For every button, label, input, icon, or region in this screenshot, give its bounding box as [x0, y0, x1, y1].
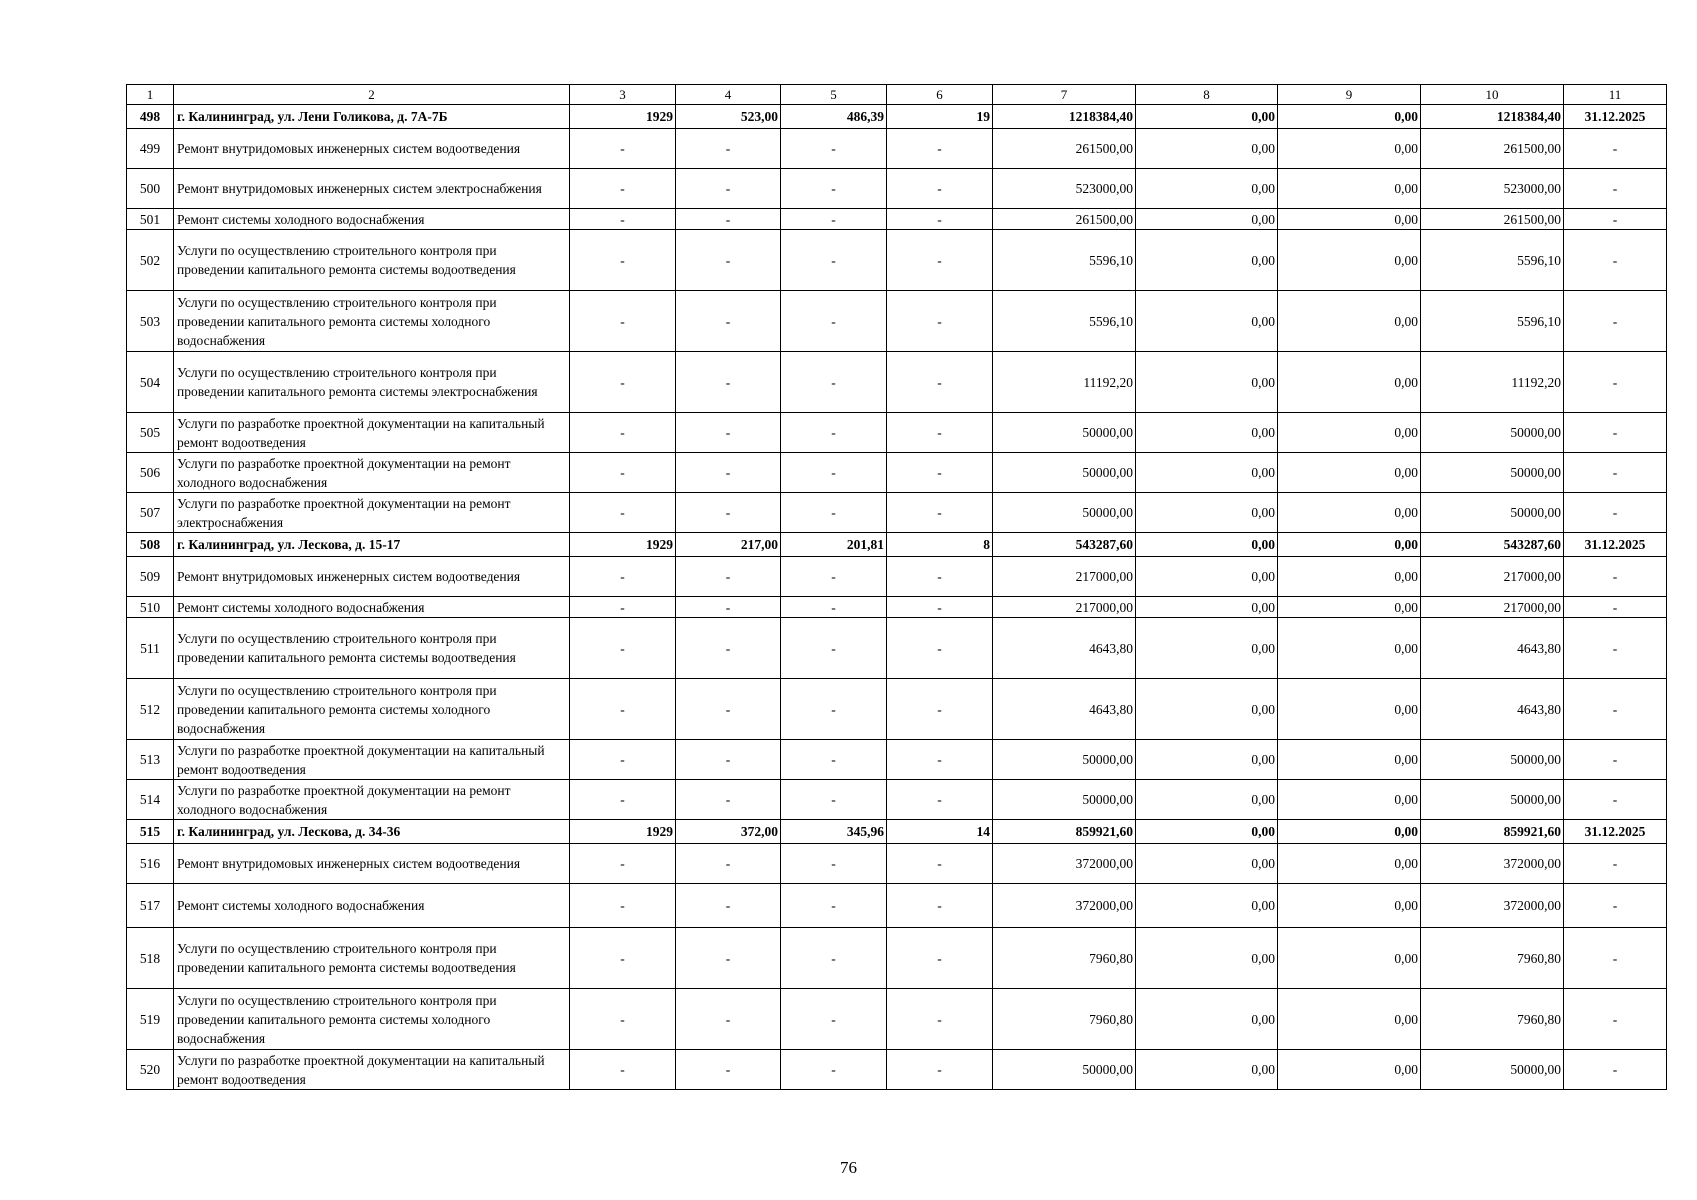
cell-owner-cost: 4643,80 — [1421, 618, 1564, 679]
cell-area-total: - — [676, 884, 781, 928]
cell-total-cost: 7960,80 — [993, 989, 1136, 1050]
cell-fund-cost: 0,00 — [1136, 413, 1278, 453]
cell-deadline: - — [1564, 780, 1667, 820]
cell-fund-cost: 0,00 — [1136, 352, 1278, 413]
cell-year: - — [570, 352, 676, 413]
cell-other-cost: 0,00 — [1278, 740, 1421, 780]
cell-area-total: - — [676, 989, 781, 1050]
cell-owner-cost: 50000,00 — [1421, 780, 1564, 820]
cell-year: - — [570, 493, 676, 533]
cell-residents: - — [887, 413, 993, 453]
cell-row-number: 498 — [127, 105, 174, 129]
cell-row-number: 503 — [127, 291, 174, 352]
cell-total-cost: 11192,20 — [993, 352, 1136, 413]
cell-area-total: - — [676, 928, 781, 989]
address-row — [127, 105, 1667, 129]
cell-total-cost: 217000,00 — [993, 597, 1136, 618]
cell-other-cost: 0,00 — [1278, 989, 1421, 1050]
cell-description: Услуги по разработке проектной документации на ремонт электроснабжения — [174, 493, 570, 533]
cell-deadline: - — [1564, 1050, 1667, 1090]
cell-fund-cost: 0,00 — [1136, 557, 1278, 597]
table-row — [127, 989, 1667, 1050]
cell-residents: - — [887, 230, 993, 291]
cell-description: Услуги по осуществлению строительного контроля при проведении капитального ремонта системы электроснабжения — [174, 352, 570, 413]
cell-owner-cost: 372000,00 — [1421, 844, 1564, 884]
cell-row-number: 520 — [127, 1050, 174, 1090]
cell-other-cost: 0,00 — [1278, 844, 1421, 884]
cell-owner-cost: 50000,00 — [1421, 493, 1564, 533]
cell-fund-cost: 0,00 — [1136, 618, 1278, 679]
table-row — [127, 884, 1667, 928]
cell-deadline: - — [1564, 209, 1667, 230]
column-number-header: 7 — [993, 85, 1136, 105]
cell-year: - — [570, 989, 676, 1050]
cell-area-living: - — [781, 453, 887, 493]
cell-year: - — [570, 291, 676, 352]
cell-other-cost: 0,00 — [1278, 533, 1421, 557]
cell-area-total: - — [676, 1050, 781, 1090]
cell-year: - — [570, 413, 676, 453]
address-row — [127, 533, 1667, 557]
cell-area-total: - — [676, 557, 781, 597]
column-number-header: 11 — [1564, 85, 1667, 105]
cell-owner-cost: 217000,00 — [1421, 597, 1564, 618]
cell-description: Услуги по разработке проектной документации на капитальный ремонт водоотведения — [174, 413, 570, 453]
cell-row-number: 509 — [127, 557, 174, 597]
address-row — [127, 820, 1667, 844]
cell-area-living: - — [781, 230, 887, 291]
cell-description: Ремонт внутридомовых инженерных систем водоотведения — [174, 844, 570, 884]
column-number-header: 4 — [676, 85, 781, 105]
cell-deadline: - — [1564, 928, 1667, 989]
cell-residents: - — [887, 884, 993, 928]
cell-row-number: 515 — [127, 820, 174, 844]
cell-other-cost: 0,00 — [1278, 780, 1421, 820]
table-row — [127, 618, 1667, 679]
cell-area-living: - — [781, 618, 887, 679]
cell-total-cost: 7960,80 — [993, 928, 1136, 989]
cell-total-cost: 4643,80 — [993, 679, 1136, 740]
cell-residents: - — [887, 493, 993, 533]
cell-area-living: - — [781, 129, 887, 169]
cell-residents: - — [887, 291, 993, 352]
cell-other-cost: 0,00 — [1278, 209, 1421, 230]
cell-fund-cost: 0,00 — [1136, 928, 1278, 989]
cell-owner-cost: 50000,00 — [1421, 413, 1564, 453]
cell-total-cost: 50000,00 — [993, 780, 1136, 820]
cell-row-number: 517 — [127, 884, 174, 928]
cell-total-cost: 1218384,40 — [993, 105, 1136, 129]
cell-year: - — [570, 597, 676, 618]
cell-area-living: - — [781, 679, 887, 740]
cell-other-cost: 0,00 — [1278, 618, 1421, 679]
cell-area-living: - — [781, 413, 887, 453]
cell-residents: - — [887, 679, 993, 740]
cell-area-living: - — [781, 597, 887, 618]
cell-other-cost: 0,00 — [1278, 291, 1421, 352]
cell-owner-cost: 523000,00 — [1421, 169, 1564, 209]
cell-fund-cost: 0,00 — [1136, 209, 1278, 230]
cell-owner-cost: 7960,80 — [1421, 928, 1564, 989]
cell-other-cost: 0,00 — [1278, 820, 1421, 844]
cell-deadline: - — [1564, 129, 1667, 169]
cell-residents: - — [887, 557, 993, 597]
page-number: 76 — [840, 1158, 857, 1177]
cell-row-number: 516 — [127, 844, 174, 884]
cell-total-cost: 50000,00 — [993, 453, 1136, 493]
cell-area-total: - — [676, 413, 781, 453]
table-row — [127, 209, 1667, 230]
cell-area-living: - — [781, 928, 887, 989]
cell-area-living: - — [781, 352, 887, 413]
cell-residents: - — [887, 1050, 993, 1090]
cell-row-number: 508 — [127, 533, 174, 557]
cell-area-total: - — [676, 844, 781, 884]
cell-residents: - — [887, 129, 993, 169]
cell-owner-cost: 11192,20 — [1421, 352, 1564, 413]
cell-total-cost: 5596,10 — [993, 230, 1136, 291]
cell-deadline: - — [1564, 740, 1667, 780]
cell-year: - — [570, 679, 676, 740]
column-number-header: 1 — [127, 85, 174, 105]
cell-area-total: 523,00 — [676, 105, 781, 129]
cell-row-number: 506 — [127, 453, 174, 493]
cell-year: - — [570, 129, 676, 169]
cell-year: 1929 — [570, 820, 676, 844]
cell-year: - — [570, 1050, 676, 1090]
cell-deadline: 31.12.2025 — [1564, 105, 1667, 129]
table-row — [127, 740, 1667, 780]
cell-area-total: 372,00 — [676, 820, 781, 844]
cell-owner-cost: 261500,00 — [1421, 209, 1564, 230]
works-table — [126, 84, 1667, 1090]
cell-area-living: - — [781, 209, 887, 230]
cell-deadline: - — [1564, 230, 1667, 291]
cell-area-total: - — [676, 129, 781, 169]
cell-deadline: 31.12.2025 — [1564, 533, 1667, 557]
cell-fund-cost: 0,00 — [1136, 820, 1278, 844]
cell-total-cost: 372000,00 — [993, 884, 1136, 928]
table-row — [127, 1050, 1667, 1090]
cell-deadline: - — [1564, 413, 1667, 453]
cell-total-cost: 261500,00 — [993, 209, 1136, 230]
cell-other-cost: 0,00 — [1278, 557, 1421, 597]
cell-fund-cost: 0,00 — [1136, 884, 1278, 928]
cell-description: Услуги по осуществлению строительного контроля при проведении капитального ремонта системы водоотведения — [174, 230, 570, 291]
cell-total-cost: 543287,60 — [993, 533, 1136, 557]
cell-year: 1929 — [570, 105, 676, 129]
cell-deadline: - — [1564, 989, 1667, 1050]
cell-area-living: 201,81 — [781, 533, 887, 557]
cell-deadline: 31.12.2025 — [1564, 820, 1667, 844]
cell-fund-cost: 0,00 — [1136, 1050, 1278, 1090]
table-body — [127, 85, 1667, 1090]
cell-description: Ремонт внутридомовых инженерных систем водоотведения — [174, 557, 570, 597]
cell-residents: 19 — [887, 105, 993, 129]
cell-total-cost: 372000,00 — [993, 844, 1136, 884]
table-row — [127, 169, 1667, 209]
cell-description: г. Калининград, ул. Лескова, д. 34-36 — [174, 820, 570, 844]
cell-year: 1929 — [570, 533, 676, 557]
cell-fund-cost: 0,00 — [1136, 291, 1278, 352]
cell-other-cost: 0,00 — [1278, 453, 1421, 493]
cell-other-cost: 0,00 — [1278, 105, 1421, 129]
cell-description: Услуги по осуществлению строительного контроля при проведении капитального ремонта системы холодного водоснабжения — [174, 291, 570, 352]
cell-area-living: - — [781, 844, 887, 884]
cell-fund-cost: 0,00 — [1136, 105, 1278, 129]
cell-fund-cost: 0,00 — [1136, 740, 1278, 780]
cell-deadline: - — [1564, 679, 1667, 740]
table-row — [127, 493, 1667, 533]
table-row — [127, 679, 1667, 740]
cell-area-total: - — [676, 169, 781, 209]
cell-year: - — [570, 169, 676, 209]
cell-fund-cost: 0,00 — [1136, 230, 1278, 291]
cell-area-living: - — [781, 989, 887, 1050]
cell-area-total: - — [676, 352, 781, 413]
cell-area-total: - — [676, 230, 781, 291]
cell-area-living: - — [781, 291, 887, 352]
column-number-header-row — [127, 85, 1667, 105]
cell-other-cost: 0,00 — [1278, 129, 1421, 169]
cell-row-number: 504 — [127, 352, 174, 413]
cell-fund-cost: 0,00 — [1136, 597, 1278, 618]
cell-year: - — [570, 740, 676, 780]
cell-other-cost: 0,00 — [1278, 169, 1421, 209]
cell-owner-cost: 543287,60 — [1421, 533, 1564, 557]
cell-area-living: - — [781, 740, 887, 780]
cell-other-cost: 0,00 — [1278, 1050, 1421, 1090]
cell-area-total: - — [676, 679, 781, 740]
cell-description: г. Калининград, ул. Лени Голикова, д. 7А-7Б — [174, 105, 570, 129]
cell-deadline: - — [1564, 453, 1667, 493]
cell-deadline: - — [1564, 352, 1667, 413]
cell-deadline: - — [1564, 557, 1667, 597]
cell-area-total: 217,00 — [676, 533, 781, 557]
table-row — [127, 129, 1667, 169]
cell-row-number: 510 — [127, 597, 174, 618]
cell-description: Ремонт системы холодного водоснабжения — [174, 209, 570, 230]
cell-row-number: 514 — [127, 780, 174, 820]
cell-description: Услуги по осуществлению строительного контроля при проведении капитального ремонта системы водоотведения — [174, 618, 570, 679]
cell-fund-cost: 0,00 — [1136, 493, 1278, 533]
cell-residents: - — [887, 618, 993, 679]
cell-area-living: 345,96 — [781, 820, 887, 844]
cell-year: - — [570, 928, 676, 989]
cell-residents: - — [887, 169, 993, 209]
column-number-header: 9 — [1278, 85, 1421, 105]
cell-description: Услуги по осуществлению строительного контроля при проведении капитального ремонта системы холодного водоснабжения — [174, 989, 570, 1050]
cell-area-total: - — [676, 740, 781, 780]
cell-owner-cost: 50000,00 — [1421, 740, 1564, 780]
cell-residents: - — [887, 352, 993, 413]
cell-residents: - — [887, 928, 993, 989]
cell-description: Ремонт внутридомовых инженерных систем электроснабжения — [174, 169, 570, 209]
cell-owner-cost: 1218384,40 — [1421, 105, 1564, 129]
cell-other-cost: 0,00 — [1278, 493, 1421, 533]
cell-area-living: - — [781, 169, 887, 209]
column-number-header: 8 — [1136, 85, 1278, 105]
cell-year: - — [570, 230, 676, 291]
cell-other-cost: 0,00 — [1278, 230, 1421, 291]
cell-row-number: 511 — [127, 618, 174, 679]
cell-deadline: - — [1564, 291, 1667, 352]
cell-description: Услуги по осуществлению строительного контроля при проведении капитального ремонта системы водоотведения — [174, 928, 570, 989]
column-number-header: 3 — [570, 85, 676, 105]
cell-owner-cost: 217000,00 — [1421, 557, 1564, 597]
table-row — [127, 928, 1667, 989]
cell-area-living: - — [781, 493, 887, 533]
cell-other-cost: 0,00 — [1278, 352, 1421, 413]
cell-total-cost: 5596,10 — [993, 291, 1136, 352]
cell-residents: 14 — [887, 820, 993, 844]
cell-owner-cost: 50000,00 — [1421, 453, 1564, 493]
cell-residents: - — [887, 209, 993, 230]
table-row — [127, 291, 1667, 352]
cell-row-number: 519 — [127, 989, 174, 1050]
cell-row-number: 505 — [127, 413, 174, 453]
cell-owner-cost: 7960,80 — [1421, 989, 1564, 1050]
cell-deadline: - — [1564, 844, 1667, 884]
cell-residents: - — [887, 780, 993, 820]
cell-total-cost: 50000,00 — [993, 1050, 1136, 1090]
cell-area-living: - — [781, 557, 887, 597]
cell-area-living: - — [781, 1050, 887, 1090]
cell-description: г. Калининград, ул. Лескова, д. 15-17 — [174, 533, 570, 557]
cell-owner-cost: 372000,00 — [1421, 884, 1564, 928]
cell-area-total: - — [676, 618, 781, 679]
cell-area-total: - — [676, 597, 781, 618]
cell-area-total: - — [676, 493, 781, 533]
cell-fund-cost: 0,00 — [1136, 453, 1278, 493]
cell-description: Услуги по разработке проектной документации на капитальный ремонт водоотведения — [174, 740, 570, 780]
cell-fund-cost: 0,00 — [1136, 129, 1278, 169]
cell-total-cost: 523000,00 — [993, 169, 1136, 209]
cell-row-number: 518 — [127, 928, 174, 989]
cell-row-number: 513 — [127, 740, 174, 780]
cell-owner-cost: 4643,80 — [1421, 679, 1564, 740]
cell-fund-cost: 0,00 — [1136, 679, 1278, 740]
cell-owner-cost: 50000,00 — [1421, 1050, 1564, 1090]
column-number-header: 5 — [781, 85, 887, 105]
cell-residents: 8 — [887, 533, 993, 557]
cell-row-number: 501 — [127, 209, 174, 230]
cell-area-total: - — [676, 209, 781, 230]
cell-fund-cost: 0,00 — [1136, 169, 1278, 209]
cell-other-cost: 0,00 — [1278, 679, 1421, 740]
table-row — [127, 557, 1667, 597]
cell-fund-cost: 0,00 — [1136, 533, 1278, 557]
cell-total-cost: 50000,00 — [993, 413, 1136, 453]
cell-description: Услуги по разработке проектной документации на ремонт холодного водоснабжения — [174, 780, 570, 820]
cell-deadline: - — [1564, 884, 1667, 928]
cell-year: - — [570, 618, 676, 679]
cell-other-cost: 0,00 — [1278, 928, 1421, 989]
cell-deadline: - — [1564, 618, 1667, 679]
cell-residents: - — [887, 989, 993, 1050]
cell-row-number: 507 — [127, 493, 174, 533]
cell-deadline: - — [1564, 493, 1667, 533]
cell-description: Услуги по осуществлению строительного контроля при проведении капитального ремонта системы холодного водоснабжения — [174, 679, 570, 740]
cell-owner-cost: 5596,10 — [1421, 291, 1564, 352]
table-row — [127, 352, 1667, 413]
cell-area-total: - — [676, 780, 781, 820]
cell-total-cost: 50000,00 — [993, 493, 1136, 533]
cell-total-cost: 859921,60 — [993, 820, 1136, 844]
cell-year: - — [570, 844, 676, 884]
cell-description: Услуги по разработке проектной документации на ремонт холодного водоснабжения — [174, 453, 570, 493]
cell-year: - — [570, 780, 676, 820]
cell-area-living: - — [781, 884, 887, 928]
cell-row-number: 499 — [127, 129, 174, 169]
cell-owner-cost: 859921,60 — [1421, 820, 1564, 844]
cell-residents: - — [887, 597, 993, 618]
cell-total-cost: 261500,00 — [993, 129, 1136, 169]
cell-area-living: 486,39 — [781, 105, 887, 129]
cell-description: Услуги по разработке проектной документации на капитальный ремонт водоотведения — [174, 1050, 570, 1090]
cell-total-cost: 4643,80 — [993, 618, 1136, 679]
table-row — [127, 780, 1667, 820]
cell-row-number: 502 — [127, 230, 174, 291]
cell-area-total: - — [676, 453, 781, 493]
table-row — [127, 413, 1667, 453]
cell-deadline: - — [1564, 597, 1667, 618]
cell-area-total: - — [676, 291, 781, 352]
cell-residents: - — [887, 740, 993, 780]
table-row — [127, 453, 1667, 493]
cell-fund-cost: 0,00 — [1136, 989, 1278, 1050]
cell-deadline: - — [1564, 169, 1667, 209]
cell-area-living: - — [781, 780, 887, 820]
cell-fund-cost: 0,00 — [1136, 780, 1278, 820]
cell-description: Ремонт системы холодного водоснабжения — [174, 597, 570, 618]
table-row — [127, 597, 1667, 618]
column-number-header: 2 — [174, 85, 570, 105]
cell-year: - — [570, 453, 676, 493]
cell-row-number: 500 — [127, 169, 174, 209]
cell-residents: - — [887, 453, 993, 493]
cell-year: - — [570, 557, 676, 597]
table-row — [127, 844, 1667, 884]
table-row — [127, 230, 1667, 291]
cell-other-cost: 0,00 — [1278, 597, 1421, 618]
cell-other-cost: 0,00 — [1278, 884, 1421, 928]
cell-row-number: 512 — [127, 679, 174, 740]
column-number-header: 10 — [1421, 85, 1564, 105]
cell-year: - — [570, 884, 676, 928]
cell-description: Ремонт системы холодного водоснабжения — [174, 884, 570, 928]
cell-year: - — [570, 209, 676, 230]
cell-residents: - — [887, 844, 993, 884]
cell-other-cost: 0,00 — [1278, 413, 1421, 453]
cell-total-cost: 217000,00 — [993, 557, 1136, 597]
cell-fund-cost: 0,00 — [1136, 844, 1278, 884]
cell-description: Ремонт внутридомовых инженерных систем водоотведения — [174, 129, 570, 169]
cell-owner-cost: 261500,00 — [1421, 129, 1564, 169]
column-number-header: 6 — [887, 85, 993, 105]
cell-total-cost: 50000,00 — [993, 740, 1136, 780]
cell-owner-cost: 5596,10 — [1421, 230, 1564, 291]
